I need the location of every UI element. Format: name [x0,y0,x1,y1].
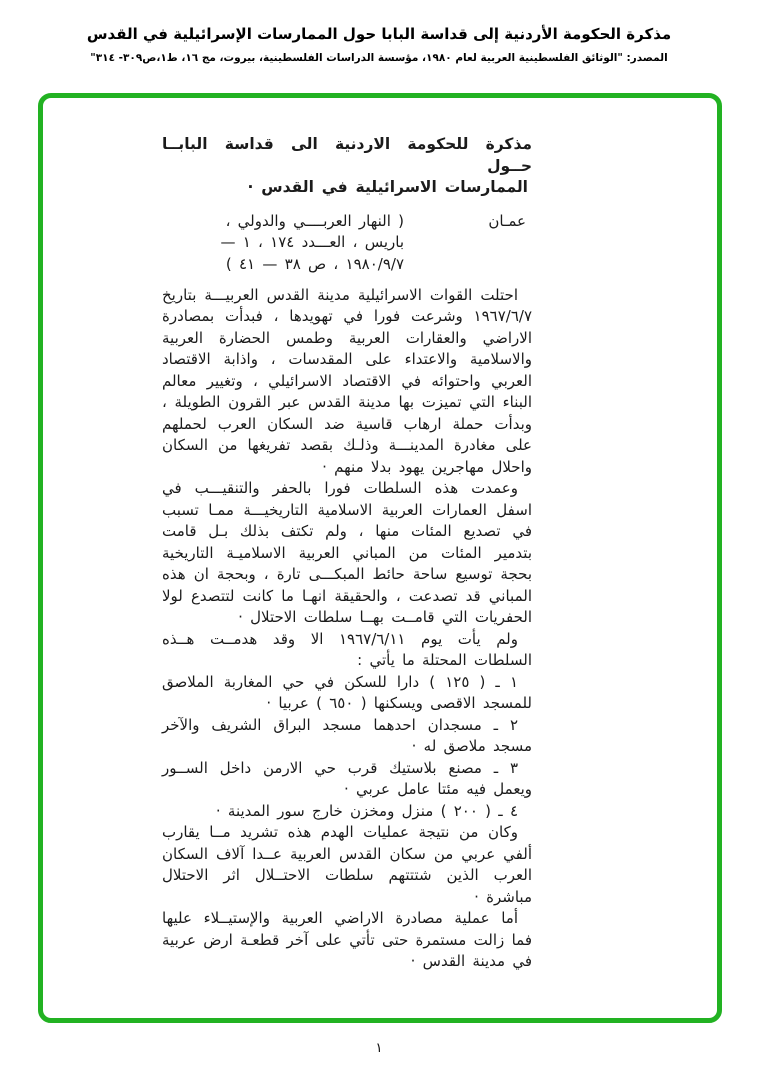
green-scan-frame [38,93,722,1023]
list-item: ٣ ـ مصنع بلاستيك قرب حي الارمن داخل الســور ويعمل فيه مئتا عامل عربي · [162,758,532,798]
list-item: ١ ـ ( ١٢٥ ) دارا للسكن في حي المغاربة الملاصق للمسجد الاقصى ويسكنها ( ٦٥٠ ) عربيا · [162,672,532,712]
paragraph: وكان من نتيجة عمليات الهدم هذه تشريد مــا يقارب ألفي عربي من سكان القدس العربية عــدا آلاف السكان العرب الذين شتتتهم سلطات الاحتــلال اثر الاحتلال مباشرة · [162,823,532,906]
page-number: ١ [375,1040,383,1056]
document-title-line-1: مذكرة للحكومة الاردنية الى قداسة البابــا حــول [162,135,532,175]
list-item: ٢ ـ مسجدان احدهما مسجد البراق الشريف والآخر مسجد ملاصق له · [162,715,532,755]
citation-line: ( النهار العربــــي والدولي ، [225,211,404,230]
byline-location: عمـان [488,211,526,230]
header-title: مذكرة الحكومة الأردنية إلى قداسة البابا حول الممارسات الإسرائيلية في القدس [86,25,672,43]
header-source-citation: المصدر: "الوثائق الفلسطينية العربية لعام ١٩٨٠، مؤسسة الدراسات الفلسطينية، بيروت، مج ١٦، ط١،ص٣٠٩- ٣١٤" [90,52,668,64]
citation-line: باريس ، العـــدد ١٧٤ ، ١ — [220,233,404,251]
paragraph: احتلت القوات الاسرائيلية مدينة القدس العربيـــة بتاريخ ١٩٦٧/٦/٧ وشرعت فورا في تهويدها ، فبدأت بمصادرة الاراضي والعقارات العربية وطمس الحضارة العربية والاسلامية والاعتداء على المقدسات ، واذابة الاقتصاد العربي واحتوائه في الاقتصاد الاسرائيلي ، وتغيير معالم البناء التي تميزت بها مدينة القدس عبر القرون الطويلة ، وبدأت حملة ارهاب قاسية ضد السكان العرب لحملهم على مغادرة المدينـــة وذلـك بقصد تفريغها من السكان واحلال مهاجرين يهود بدلا منهم · [162,285,532,476]
page-header [0,24,758,65]
byline-citation [172,211,404,276]
paragraph: ولم يأت يوم ١٩٦٧/٦/١١ الا وقد هدمــت هــذه السلطات المحتلة ما يأتي : [162,629,532,669]
paragraph: وعمدت هذه السلطات فورا بالحفر والتنقيـــب في اسفل العمارات العربية الاسلامية التاريخيـــة ممـا تسبب في تصديع المئات منها ، ولم تكتف بذلك بـل قامت بتدمير المئات من المباني العربية الاسلاميـة التاريخية بحجة توسيع ساحة حائط المبكـــى تارة ، وبحجة ان هذه المباني قد تصدعت ، والحقيقة انهـا ما كانت لتتصدع لولا الحفريات التي قامــت بهــا سلطات الاحتلال · [162,479,532,626]
byline [162,211,532,277]
document-title-line-2: الممارسات الاسرائيلية في القدس · [247,178,528,196]
document-title [162,134,532,199]
list-item: ٤ ـ ( ٢٠٠ ) منزل ومخزن خارج سور المدينة · [215,801,518,820]
paragraph: أما عملية مصادرة الاراضي العربية والإستيــلاء عليها فما زالت مستمرة حتى تأتي على آخر قطعـة ارض عربية في مدينة القدس · [162,909,532,970]
document-content [162,134,532,973]
citation-line: ١٩٨٠/٩/٧ ، ص ٣٨ — ٤١ ) [225,254,404,273]
